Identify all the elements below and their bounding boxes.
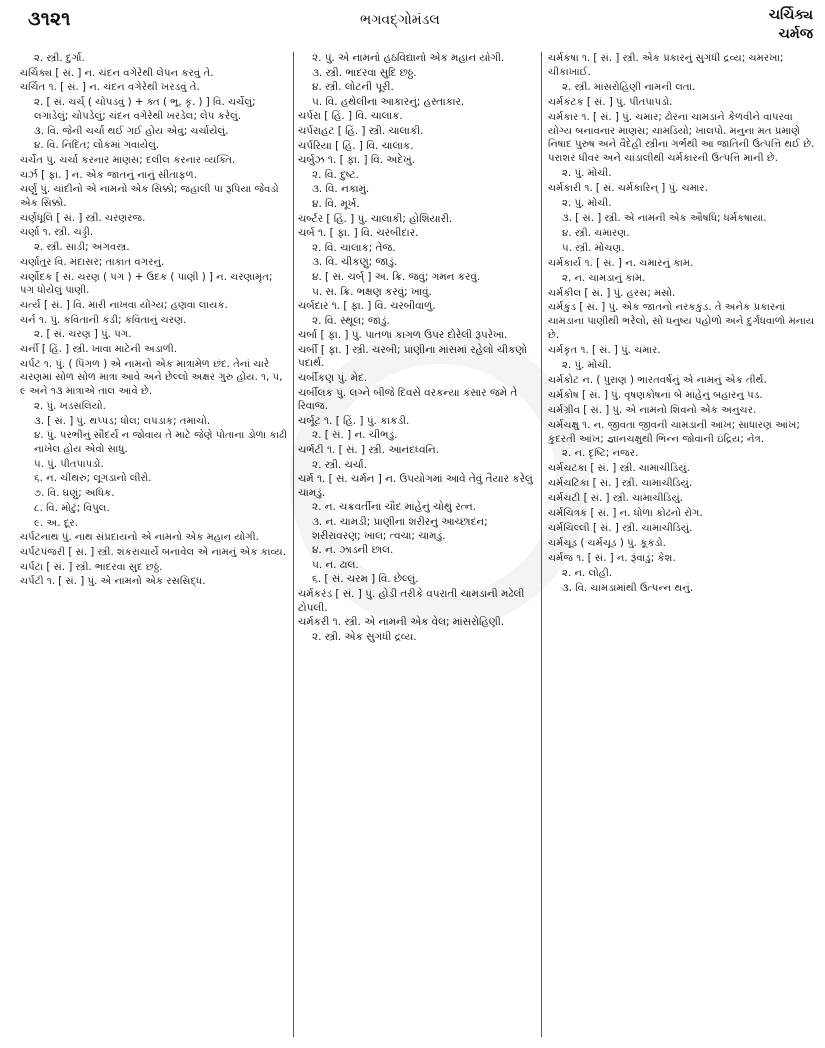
dictionary-sense: ૨. સ્ત્રી. ચર્ચા. <box>312 458 367 471</box>
dictionary-sense: ૨. [ સં. ચરણ ] પું. પગ. <box>34 329 132 341</box>
dictionary-sense: ૪. પું. પરભીનું સૌંદર્ય ન જોવાય તે માટે જેણે પોતાના ડોળા કાઢી નાખેલ હોય એવો સાધુ. <box>34 430 288 455</box>
dictionary-entry: ચર્પટ ૧. પું. ( પિંગળ ) એ નામનો એક માત્રામેળ છંદ. તેનાં ચારે ચરણમાં સોળ સોળ માત્રા આવે અને છેલ્લો અક્ષર ગુરુ હોય. ૧, ૫, ૯ અને ૧૩ માત્રાએ તાલ આવે છે. <box>20 358 283 398</box>
dictionary-entry: ચર્મચટકા [ સં. ] સ્ત્રી. ચામાચીડિયું. <box>548 463 690 475</box>
dictionary-sense: ૨. પું. મોચી. <box>562 360 612 372</box>
dictionary-entry: ચર્ચિત ૧. [ સં. ] ન. ચંદન વગેરેથી ખરડવું તે. <box>20 82 200 94</box>
dictionary-sense: ૨. સ્ત્રી. માંસરોહિણી નામની લતા. <box>562 81 696 93</box>
dictionary-sense: ૩. વિ. ચીકણું; જાડું. <box>312 256 398 269</box>
dictionary-sense: ૪. વિ. મૂર્ખ. <box>312 197 360 210</box>
page-number: ૩૧૨૧ <box>28 8 71 30</box>
column-divider <box>541 52 542 1037</box>
dictionary-entry: ચર્ણાતુર વિ. મંદાસર; તાકાત વગરનું. <box>20 256 165 268</box>
dictionary-sense: ૬. [ સં. ચરમ ] વિ. છેલ્લું. <box>312 573 419 586</box>
dictionary-sense: ૪. વિ. નિંદિત; લોકમાં ગવાયેલું. <box>34 140 160 152</box>
dictionary-sense: ૨. ન. દૃષ્ટિ; નજર. <box>562 448 639 460</box>
dictionary-sense: ૨. ન. ચામડાનું કામ. <box>562 272 646 284</box>
dictionary-sense: ૨. વિ. ચાલાક; તેજ. <box>312 241 396 254</box>
dictionary-sense: ૩. વિ. જેની ચર્ચા થઈ ગઈ હોય એવું; ચર્ચાયેલું. <box>34 125 229 137</box>
dictionary-sense: ૩. વિ. ચામડામાંથી ઉત્પન્ન થનું. <box>562 582 694 594</box>
dictionary-entry: ચર્મચૂડ ( ચર્મચૂડ ) પું. કૂકડો. <box>548 537 666 549</box>
dictionary-entry: ચર્ત્ય [ સં. ] વિ. મારી નાખવા યોગ્ય; હણવા લાયક. <box>20 299 228 311</box>
dictionary-entry: ચર્બૂટ ૧. [ હિં. ] પું. કાકડી. <box>298 414 410 427</box>
dictionary-sense: ૨. ન. ચક્રવર્તીનાં ચૌદ માંહેનું ચોથું રત્ન. <box>312 501 476 514</box>
dictionary-sense: ૭. વિ. ઘણું; અધિક. <box>34 488 115 500</box>
dictionary-entry: ચર્મચક્ષુ ૧. ન. જીવતા જીવની ચામડાની આંખ; સાધારણ આંખ; કુદરતી આંખ; જ્ઞાનચક્ષુથી ભિન્ન જોવાની ઇંદ્રિય; નેત્ર. <box>548 419 800 445</box>
dictionary-entry: ચર્ચેત પું. ચર્ચા કરનાર માણસ; દલીલ કરનાર વ્યક્તિ. <box>20 154 236 166</box>
dictionary-sense: ૨. ન. લોહી. <box>562 567 613 579</box>
dictionary-entry: ચર્ની [ હિં. ] સ્ત્રી. ખાવા માટેની અડાળી. <box>20 344 178 356</box>
dictionary-sense: ૪. સ્ત્રી. ચમારણ. <box>562 227 630 239</box>
dictionary-entry: ચર્મકોટ ન. ( પુરાણ ) ભારતવર્ષનું એ નામનું એક તીર્થ. <box>548 374 767 386</box>
dictionary-entry: ચર્બીકણ પું. મેદ. <box>298 372 368 385</box>
dictionary-entry: ચર્ણોદક [ સં. ચરણ ( પગ ) + ઉદક ( પાણી ) ] ન. ચરણામૃત; પગ ધોયેલું પાણી. <box>20 271 273 297</box>
dictionary-sense: ૨. સ્ત્રી. એક સુગંધી દ્રવ્ય. <box>312 630 417 643</box>
guide-word-last: ચર્મજ <box>778 26 813 42</box>
dictionary-sense: ૫. પું. પીતપાપડો. <box>34 458 104 470</box>
dictionary-sense: ૨. પું. મોચી. <box>562 198 612 210</box>
dictionary-entry: ચર્પટનાથ પું. નાથ સંપ્રદાયનો એ નામનો એક મહાન યોગી. <box>20 532 259 544</box>
dictionary-sense: ૮. વિ. મોટું; વિપુલ. <box>34 502 110 514</box>
dictionary-entry: ચર્મકુંડ [ સં. ] પું. એક જાતનો નરકકુંડ. તે અનેક પ્રકારનાં ચામડાનાં પાણીથી ભરેલો, સો ધનુષ્ય પહોળો અને દુર્ગંધવાળો મનાય છે. <box>548 302 815 342</box>
dictionary-entry: ચર્પરા [ હિં. ] વિ. ચાલાક. <box>298 110 403 123</box>
dictionary-column-2 <box>298 52 534 1042</box>
guide-words <box>769 6 813 44</box>
dictionary-column-1 <box>20 52 288 1042</box>
dictionary-sense: ૪. સ્ત્રી. લોટની પૂરી. <box>312 81 394 94</box>
running-title: ભગવદ્ગોમંડલ <box>360 12 440 28</box>
dictionary-sense: ૯. અ. દૂર. <box>34 517 78 529</box>
dictionary-sense: ૫. સ્ત્રી. મોચણ. <box>562 242 625 254</box>
dictionary-sense: ૨. પું. ખડસલિયો. <box>34 400 106 412</box>
dictionary-sense: ૫. સ. ક્રિ. ભક્ષણ કરવું; ખાવું. <box>312 285 432 298</box>
dictionary-sense: ૨. [ સં. ચર્ચ્ ( ચોપડવું ) + ક્ત ( ભૂ. કૃ. ) ] વિ. ચર્ચેલું; લગાડેલું; ચોપડેલું; ચંદન વગેરેથી ખરડેલ; લેપ કરેલું. <box>34 97 256 122</box>
dictionary-entry: ચર્મગ્રીવ [ સં. ] પું. એ નામનો શિવનો એક અનુચર. <box>548 404 757 416</box>
dictionary-entry: ચર્મકૃત ૧. [ સં. ] પું. ચમાર. <box>548 345 661 357</box>
dictionary-sense: ૩. [ સં. ] સ્ત્રી. એ નામની એક ઔષધિ; ધર્મકષાયા. <box>562 212 767 224</box>
dictionary-sense: ૨. વિ. સ્થૂલ; જાડું. <box>312 314 390 327</box>
dictionary-entry: ચર્ણા ૧. સ્ત્રી. ચડ્ડી. <box>20 227 94 239</box>
dictionary-entry: ચર્બીલક પું. લગ્ને બીજે દિવસે વરકન્યા કંસાર જમે તે રિવાજ. <box>298 386 518 413</box>
dictionary-entry: ચર્ણું પું. ચાંદીનો એ નામનો એક સિક્કો; જહાલી પા રૂપિયા જેવડો એક સિક્કો. <box>20 184 279 210</box>
dictionary-entry: ચર્બ્ટર [ હિં. ] પું. ચાલાકી; હોશિયારી. <box>298 212 453 225</box>
dictionary-sense: ૩. ન. ચામડી; પ્રાણીના શરીરનું આચ્છાદન; શરીરાવરણ; ખાલ; ત્વચા; ચામડું. <box>312 516 488 542</box>
dictionary-entry: ચર્બુઝ ૧. [ ફા. ] વિ. અદેખું. <box>298 154 415 167</box>
dictionary-sense: ૬. ન. ચીંથરું; લૂગડાનો લીરો. <box>34 473 152 485</box>
dictionary-sense: ૩. વિ. નકામું. <box>312 183 370 196</box>
dictionary-entry: ચર્પટપંજરી [ સં. ] સ્ત્રી. શંકરાચાર્યે બનાવેલ એ નામનું એક કાવ્ય. <box>20 546 286 558</box>
dictionary-entry: ચર્મકોષ [ સં. ] પું. વૃષણકોષનાં બે માંહેનું બહારનું પડ. <box>548 389 763 401</box>
dictionary-column-3 <box>548 52 820 1042</box>
dictionary-sense: ૨. પું. મોચી. <box>562 168 612 180</box>
dictionary-entry: ચર્મ ૧. [ સં. ચર્મન ] ન. ઉપયોગમાં આવે તેવું તૈયાર કરેલું ચામડું. <box>298 473 533 499</box>
dictionary-sense: ૪. ન. ઝાડની છાલ. <box>312 544 394 557</box>
dictionary-entry: ચર્ભટી ૧. [ સં. ] સ્ત્રી. આનંદધ્વનિ. <box>298 444 439 457</box>
dictionary-entry: ચર્મકંટક [ સં. ] પું. પીતપાપડો. <box>548 96 673 108</box>
dictionary-sense: ૩. [ સં. ] પું. થપ્પડ; ધોલ; લપડાક; તમાચો. <box>34 415 211 427</box>
dictionary-entry: ચર્બદાર ૧. [ ફા. ] વિ. ચરબીવાળું. <box>298 300 436 313</box>
dictionary-entry: ચર્મકરંડ [ સં. ] પું. હોડી તરીકે વપરાતી ચામડાની મઢેલી ટોપલી. <box>298 587 525 614</box>
dictionary-sense: ૨. [ સં. ] ન. ચીભડું. <box>312 429 398 442</box>
dictionary-entry: ચર્મકીલ [ સં. ] પું. હરસ; મસો. <box>548 287 676 299</box>
dictionary-entry: ચર્મચિત્રક [ સં. ] ન. ધોળા કોઢનો રોગ. <box>548 508 703 520</box>
dictionary-entry: ચર્મચટી [ સં. ] સ્ત્રી. ચામાચીડિયું. <box>548 493 684 505</box>
dictionary-entry: ચર્મકાર ૧. [ સં. ] પું. ચમાર; ઢોરના ચામડાને કેળવીને વાપરવા યોગ્ય બનાવનાર માણસ; ચામડિયો; ખાલપો. મનુના મત પ્રમાણે નિષાદ પુરુષ અને વૈદેહી સ્ત્રીના ગર્ભથી આ જાતિની ઉત્પત્તિ થઈ છે. પરાશર ધીવર અને ચાંડાલીથી ચર્મકારની ઉત્પત્તિ માની છે. <box>548 111 815 165</box>
dictionary-entry: ચર્મકષા ૧. [ સં. ] સ્ત્રી. એક પ્રકારનું સુગંધી દ્રવ્ય; ચમરખા; ચીકાખાઈ. <box>548 53 784 78</box>
dictionary-entry: ચર્પરિયા [ હિં. ] વિ. ચાલાક. <box>298 139 414 152</box>
dictionary-entry: ચર્મકરી ૧. સ્ત્રી. એ નામની એક વેલ; માંસરોહિણી. <box>298 616 505 629</box>
dictionary-entry: ચર્મજ ૧. [ સં. ] ન. રૂંવાડું; કેશ. <box>548 552 676 564</box>
dictionary-entry: ચર્બી [ ફા. ] સ્ત્રી. ચરબી; પ્રાણીના માંસમાં રહેલો ચીકણો પદાર્થ. <box>298 343 528 370</box>
dictionary-entry: ચર્ણધૂલિ [ સં. ] સ્ત્રી. ચરણરજ. <box>20 212 146 224</box>
dictionary-sense: ૨. સ્ત્રી. સાડી; અંગવસ્ત્ર. <box>34 242 130 254</box>
dictionary-sense: ૪. [ સં. ચર્બ્ ] અ. ક્રિ. જવું; ગમન કરવું. <box>312 270 481 283</box>
dictionary-sense: ૫. વિ. હથેલીના આકારનું; હસ્તાકાર. <box>312 95 465 108</box>
dictionary-entry: ચર્ન ૧. પું. કવિતાની કડી; કવિતાનું ચરણ. <box>20 314 187 326</box>
dictionary-sense: ૫. ન. ઢાલ. <box>312 558 359 571</box>
dictionary-sense: ૨. વિ. દુષ્ટ. <box>312 168 359 181</box>
dictionary-sense: ૨. સ્ત્રી. દુર્ગા. <box>34 53 85 64</box>
dictionary-entry: ચર્મકારી ૧. [ સં. ચર્મકારિન્ ] પું. ચમાર. <box>548 183 708 195</box>
dictionary-entry: ચર્મચટિકા [ સં. ] સ્ત્રી. ચામાચીડિયું. <box>548 478 693 490</box>
column-divider <box>293 52 294 1037</box>
dictionary-sense: ૩. સ્ત્રી. ભાદરવા સુદિ છઠ્ઠ. <box>312 66 417 79</box>
page-header <box>0 0 825 50</box>
dictionary-entry: ચર્ચિક્ય [ સં. ] ન. ચંદન વગેરેથી લેપન કરવું તે. <box>20 67 214 79</box>
dictionary-entry: ચર્મચિલ્લી [ સં. ] સ્ત્રી. ચામાચીડિયું. <box>548 523 693 534</box>
guide-word-first: ચર્ચિક્ય <box>768 7 813 23</box>
dictionary-entry: ચર્પરાહટ [ હિં. ] સ્ત્રી. ચાલાકી. <box>298 124 424 137</box>
dictionary-entry: ચર્મકાર્ય ૧. [ સં. ] ન. ચમારનું કામ. <box>548 257 694 269</box>
dictionary-entry: ચર્બ ૧. [ ફા. ] વિ. ચરબીદાર. <box>298 227 419 240</box>
dictionary-entry: ચર્ઝ [ ફા. ] ન. એક જાતનું નાનું સીતાફળ. <box>20 169 197 181</box>
dictionary-entry: ચર્પટી ૧. [ સં. ] પું. એ નામનો એક રસસિદ્ધ. <box>20 576 206 588</box>
dictionary-entry: ચર્બા [ ફા. ] પું. પાતળા કાગળ ઉપર દોરેલી રૂપરેખા. <box>298 329 508 342</box>
dictionary-sense: ૨. પું. એ નામનો હઠવિદ્યાનો એક મહાન યોગી. <box>312 52 505 64</box>
dictionary-entry: ચર્પટા [ સં. ] સ્ત્રી. ભાદરવા સુદ છઠ્ઠ. <box>20 561 163 573</box>
